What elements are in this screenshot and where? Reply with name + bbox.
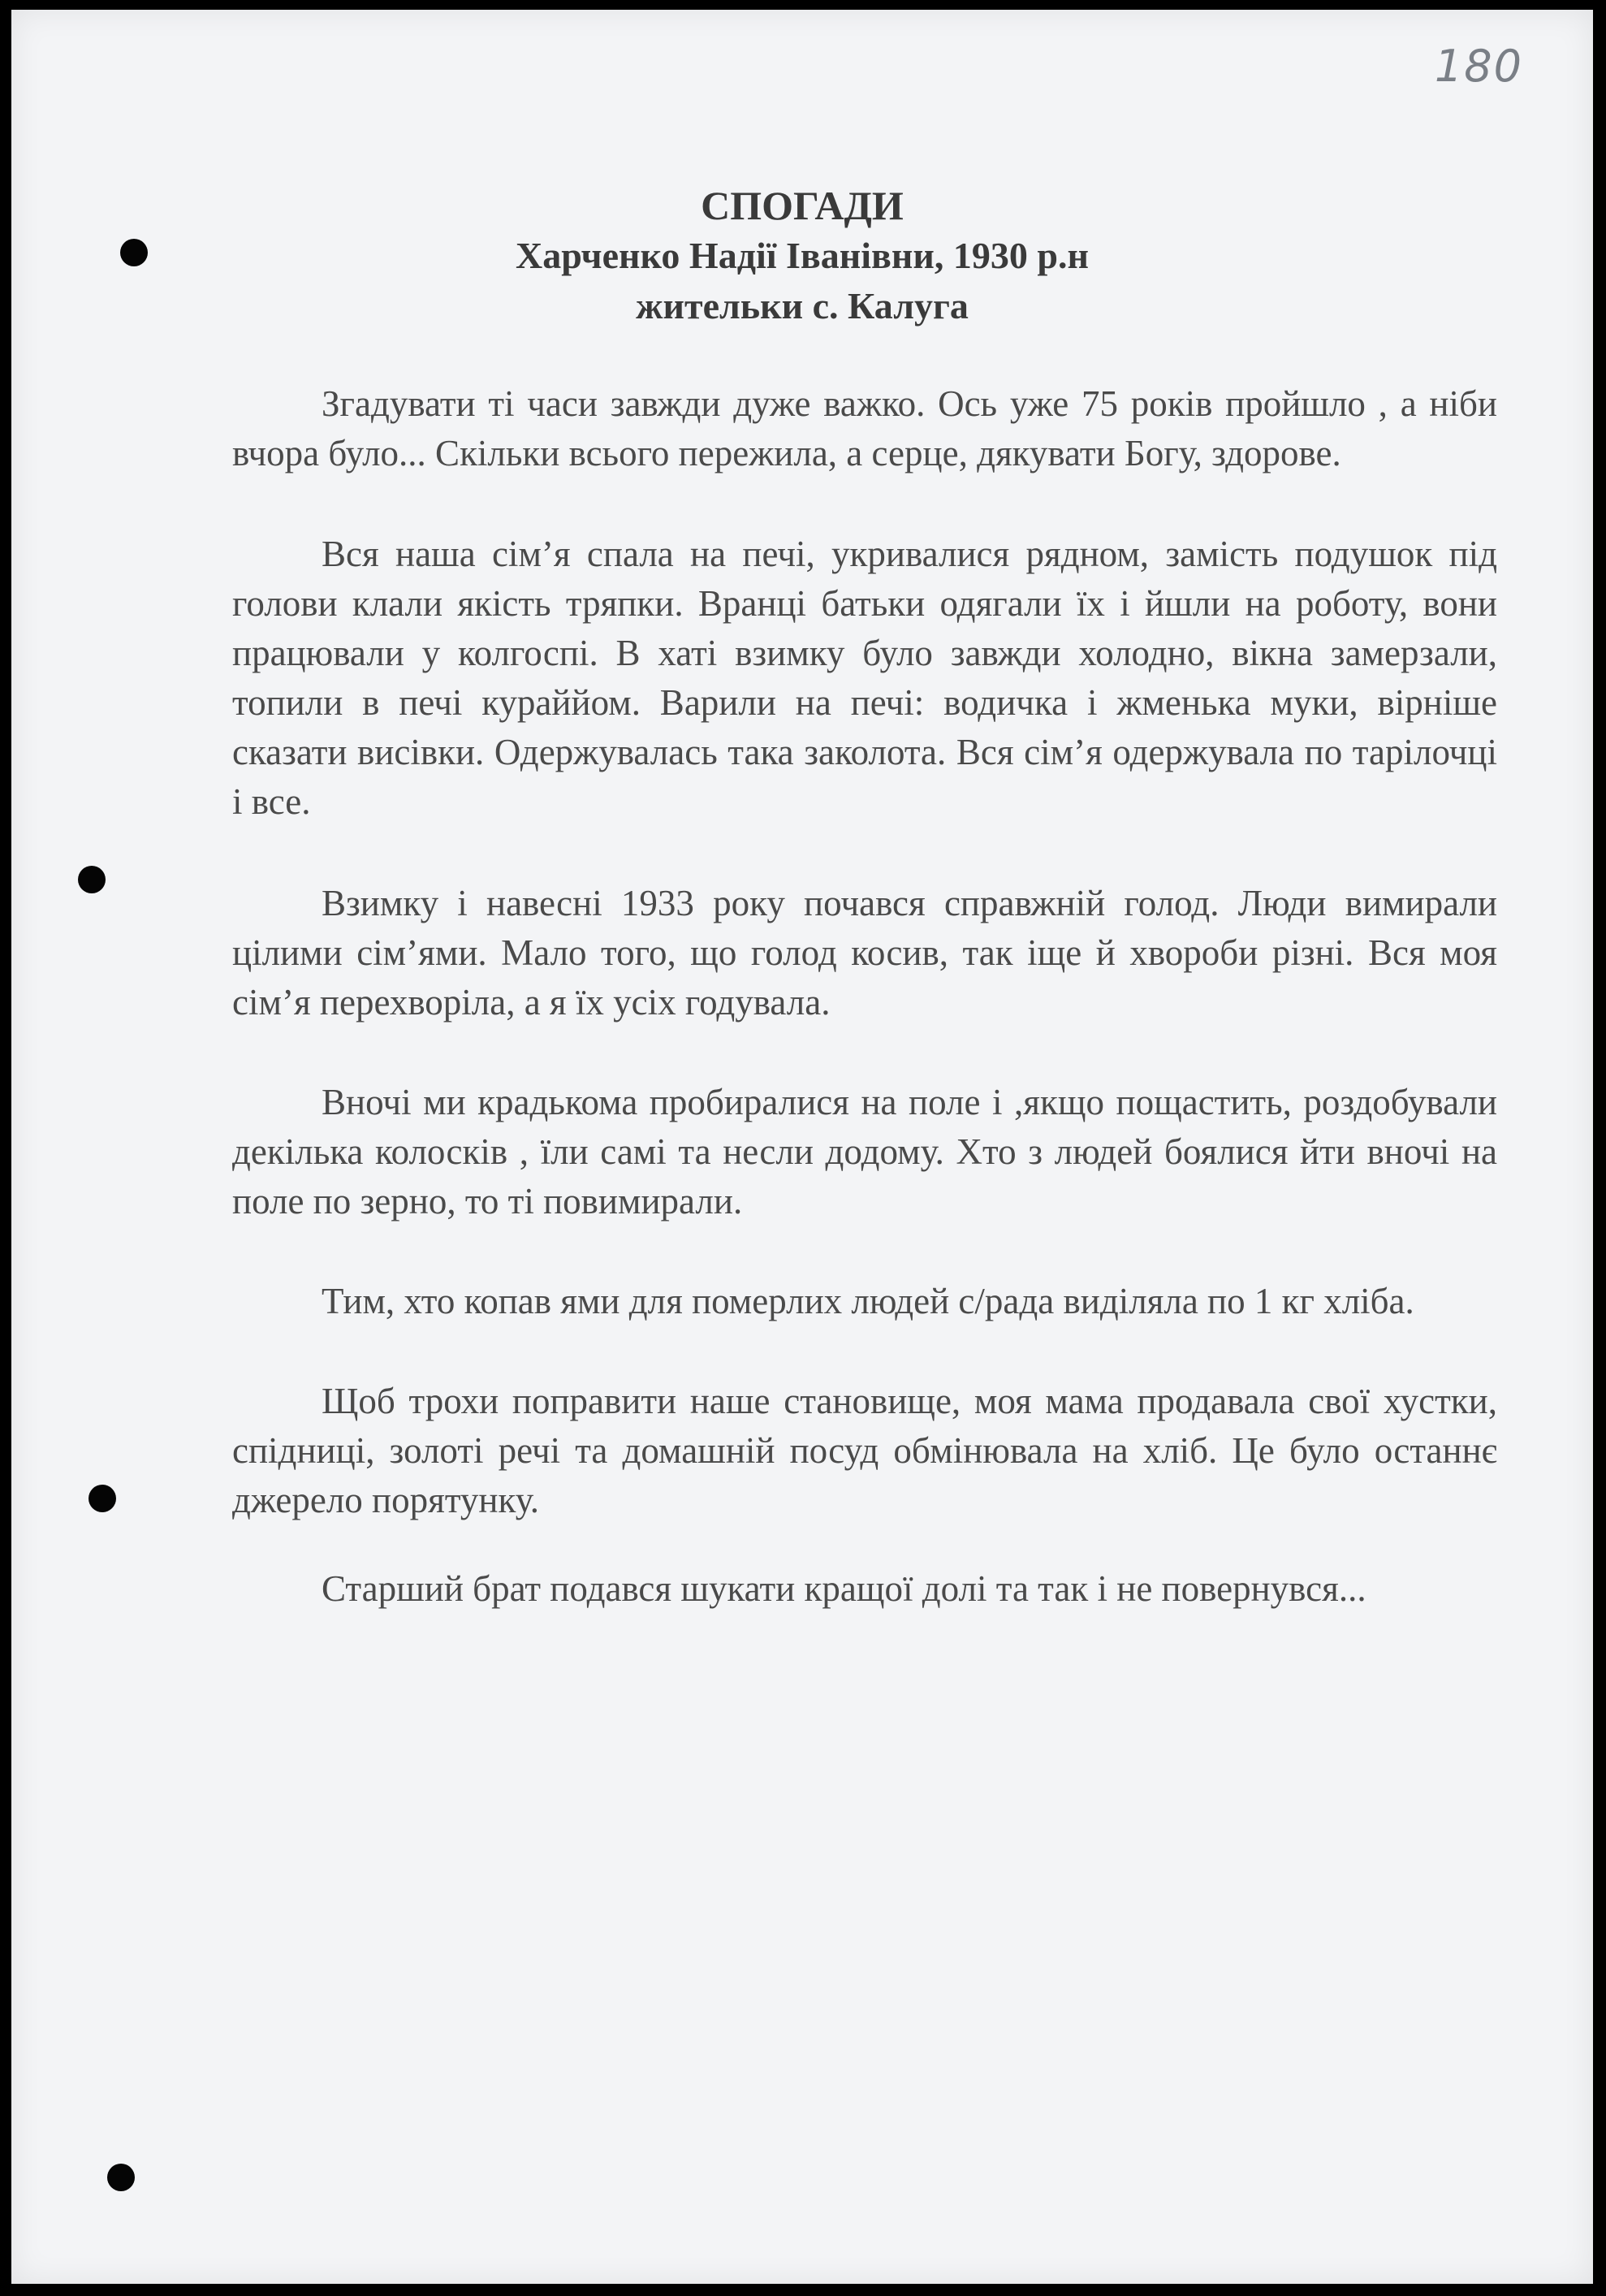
paragraph: Щоб трохи поправити наше становище, моя мама продавала свої хустки, спідниці, золоті речі та домашній посуд обмінювала на хліб. Це було останнє джерело порятунку. <box>232 1381 1497 1520</box>
document-header <box>11 180 1593 331</box>
paragraph: Старший брат подався шукати кращої долі та так і не повернувся... <box>322 1568 1366 1609</box>
paragraph: Згадувати ті часи завжди дуже важко. Ось уже 75 років пройшло , а ніби вчора було... Скільки всього пережила, а серце, дякувати Богу, здорове. <box>232 383 1497 473</box>
paragraph: Вночі ми крадькома пробиралися на поле і ,якщо пощастить, роздобували декілька колосків , їли самі та несли додому. Хто з людей боялися йти вночі на поле по зерно, то ті повимирали. <box>232 1082 1497 1222</box>
paragraph: Взимку і навесні 1933 року почався справжній голод. Люди вимирали цілими сім’ями. Мало того, що голод косив, так іще й хвороби різні. Вся моя сім’я перехворіла, а я їх усіх годувала. <box>232 883 1497 1023</box>
document-title: СПОГАДИ <box>701 183 904 228</box>
punch-hole-3 <box>89 1485 116 1512</box>
residence-line: жительки с. Калуга <box>636 285 969 326</box>
punch-hole-4 <box>107 2164 135 2191</box>
author-line: Харченко Надії Іванівни, 1930 р.н <box>516 235 1089 276</box>
page-number: 180 <box>1434 41 1523 92</box>
document-page <box>11 10 1593 2284</box>
punch-hole-2 <box>78 866 106 893</box>
paragraph: Вся наша сім’я спала на печі, укривалися рядном, замість подушок під голови клали якість тряпки. Вранці батьки одягали їх і йшли на роботу, вони працювали у колгоспі. В хаті взимку було завжди холодно, вікна замерзали, топили в печі кураййом. Варили на печі: водичка і жменька муки, вірніше сказати висівки. Одержувалась така заколота. Вся сім’я одержувала по тарілочці і все. <box>232 534 1497 822</box>
memoir-body <box>232 379 1497 1614</box>
paragraph: Тим, хто копав ями для померлих людей с/рада виділяла по 1 кг хліба. <box>322 1281 1414 1321</box>
